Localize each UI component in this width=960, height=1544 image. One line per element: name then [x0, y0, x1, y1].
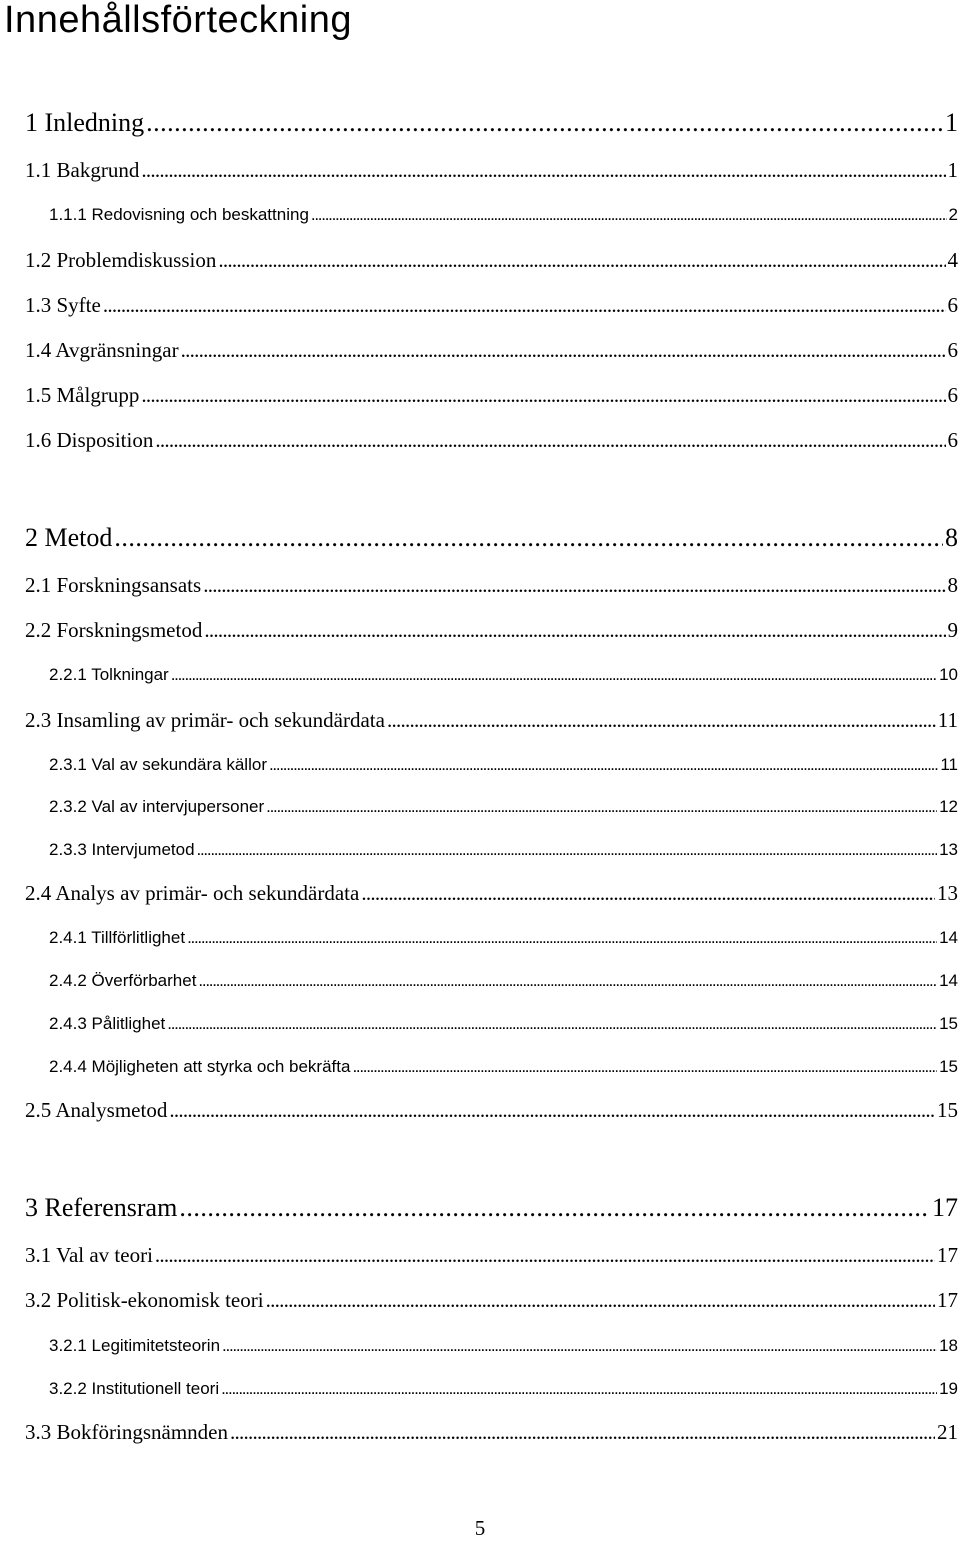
dot-leader [387, 708, 936, 733]
toc-entry-1-1-1[interactable] [49, 205, 958, 225]
toc-label: 1.4 Avgränsningar [25, 338, 179, 362]
dot-leader [266, 1288, 935, 1313]
dot-leader [222, 1336, 937, 1356]
page-title: Innehållsförteckning [4, 0, 352, 41]
dot-leader [179, 1193, 930, 1223]
toc-page: 13 [937, 881, 958, 905]
toc-label: 2.4.3 Pålitlighet [49, 1014, 166, 1033]
toc-entry-2[interactable] [25, 523, 958, 553]
toc-label: 3.2.2 Institutionell teori [49, 1379, 220, 1398]
toc-label: 2.2.1 Tolkningar [49, 665, 169, 684]
toc-page: 17 [932, 1193, 958, 1222]
toc-label: 1 Inledning [25, 108, 145, 137]
toc-label: 1.5 Målgrupp [25, 383, 140, 407]
toc-label: 2.3.2 Val av intervjupersoner [49, 797, 265, 816]
toc-entry-2-3-1[interactable] [49, 755, 958, 775]
toc-page: 8 [947, 573, 958, 597]
toc-entry-3-2[interactable] [25, 1288, 958, 1313]
toc-page: 6 [947, 293, 958, 317]
toc-entry-2-5[interactable] [25, 1098, 958, 1123]
toc-entry-2-3-2[interactable] [49, 797, 958, 817]
toc-label: 2.5 Analysmetod [25, 1098, 168, 1122]
toc-label: 1.6 Disposition [25, 428, 154, 452]
toc-page: 6 [947, 338, 958, 362]
toc-page: 11 [937, 708, 958, 732]
toc-page: 15 [937, 1098, 958, 1122]
dot-leader [361, 881, 935, 906]
toc-entry-1[interactable] [25, 108, 958, 138]
toc-page: 1 [945, 108, 958, 137]
toc-label: 3.3 Bokföringsnämnden [25, 1420, 228, 1444]
toc-label: 1.1.1 Redovisning och beskattning [49, 205, 309, 224]
toc-entry-2-4-2[interactable] [49, 971, 958, 991]
toc-page: 11 [940, 755, 958, 774]
toc-page: 19 [939, 1379, 958, 1398]
toc-entry-1-2[interactable] [25, 248, 958, 273]
dot-leader [266, 797, 937, 817]
toc-page: 17 [937, 1288, 958, 1312]
toc-entry-3-2-2[interactable] [49, 1379, 958, 1399]
toc-label: 2.1 Forskningsansats [25, 573, 202, 597]
toc-label: 3 Referensram [25, 1193, 178, 1222]
toc-label: 2.3.1 Val av sekundära källor [49, 755, 267, 774]
dot-leader [181, 338, 946, 363]
toc-entry-1-4[interactable] [25, 338, 958, 363]
toc-entry-1-6[interactable] [25, 428, 958, 453]
dot-leader [167, 1014, 937, 1034]
dot-leader [218, 248, 945, 273]
toc-label: 2.4.1 Tillförlitlighet [49, 928, 186, 947]
toc-page: 21 [937, 1420, 958, 1444]
toc-page: 10 [939, 665, 958, 684]
toc-label: 2.3.3 Intervjumetod [49, 840, 195, 859]
toc-label: 2.3 Insamling av primär- och sekundärdata [25, 708, 385, 732]
dot-leader [352, 1057, 937, 1077]
toc-page: 1 [947, 158, 958, 182]
dot-leader [103, 293, 946, 318]
dot-leader [187, 928, 937, 948]
toc-label: 1.3 Syfte [25, 293, 101, 317]
toc-entry-2-2-1[interactable] [49, 665, 958, 685]
dot-leader [230, 1420, 935, 1445]
toc-page: 15 [939, 1057, 958, 1076]
toc-page: 13 [939, 840, 958, 859]
dot-leader [311, 205, 947, 225]
dot-leader [204, 618, 945, 643]
toc-entry-3-3[interactable] [25, 1420, 958, 1445]
toc-label: 2 Metod [25, 523, 113, 552]
toc-page: 2 [948, 205, 958, 224]
toc-entry-1-5[interactable] [25, 383, 958, 408]
toc-label: 2.2 Forskningsmetod [25, 618, 203, 642]
toc-page: 17 [937, 1243, 958, 1267]
toc-page: 15 [939, 1014, 958, 1033]
toc-entry-1-3[interactable] [25, 293, 958, 318]
toc-entry-3-2-1[interactable] [49, 1336, 958, 1356]
dot-leader [141, 158, 945, 183]
dot-leader [169, 1098, 935, 1123]
dot-leader [198, 971, 937, 991]
toc-entry-3[interactable] [25, 1193, 958, 1223]
toc-entry-2-4-4[interactable] [49, 1057, 958, 1077]
dot-leader [197, 840, 938, 860]
dot-leader [171, 665, 937, 685]
dot-leader [141, 383, 945, 408]
toc-label: 1.2 Problemdiskussion [25, 248, 217, 272]
toc-label: 2.4 Analys av primär- och sekundärdata [25, 881, 360, 905]
toc-page: 6 [947, 428, 958, 452]
toc-entry-2-1[interactable] [25, 573, 958, 598]
toc-label: 2.4.2 Överförbarhet [49, 971, 197, 990]
toc-entry-3-1[interactable] [25, 1243, 958, 1268]
dot-leader [155, 428, 945, 453]
dot-leader [221, 1379, 937, 1399]
dot-leader [203, 573, 945, 598]
toc-label: 3.2.1 Legitimitetsteorin [49, 1336, 221, 1355]
dot-leader [269, 755, 938, 775]
toc-page: 8 [945, 523, 958, 552]
toc-label: 1.1 Bakgrund [25, 158, 140, 182]
dot-leader [114, 523, 943, 553]
toc-entry-2-4[interactable] [25, 881, 958, 906]
toc-page: 12 [939, 797, 958, 816]
toc-label: 2.4.4 Möjligheten att styrka och bekräfta [49, 1057, 351, 1076]
toc-entry-1-1[interactable] [25, 158, 958, 183]
toc-entry-2-4-1[interactable] [49, 928, 958, 948]
toc-entry-2-4-3[interactable] [49, 1014, 958, 1034]
toc-label: 3.2 Politisk-ekonomisk teori [25, 1288, 264, 1312]
page-number: 5 [474, 1516, 486, 1540]
toc-page: 14 [939, 971, 958, 990]
toc-label: 3.1 Val av teori [25, 1243, 153, 1267]
toc-page: 9 [947, 618, 958, 642]
toc-page: 4 [947, 248, 958, 272]
dot-leader [155, 1243, 935, 1268]
toc-page: 6 [947, 383, 958, 407]
dot-leader [146, 108, 943, 138]
toc-entry-2-3-3[interactable] [49, 840, 958, 860]
toc-page: 14 [939, 928, 958, 947]
toc-entry-2-3[interactable] [25, 708, 958, 733]
toc-page: 18 [939, 1336, 958, 1355]
toc-entry-2-2[interactable] [25, 618, 958, 643]
